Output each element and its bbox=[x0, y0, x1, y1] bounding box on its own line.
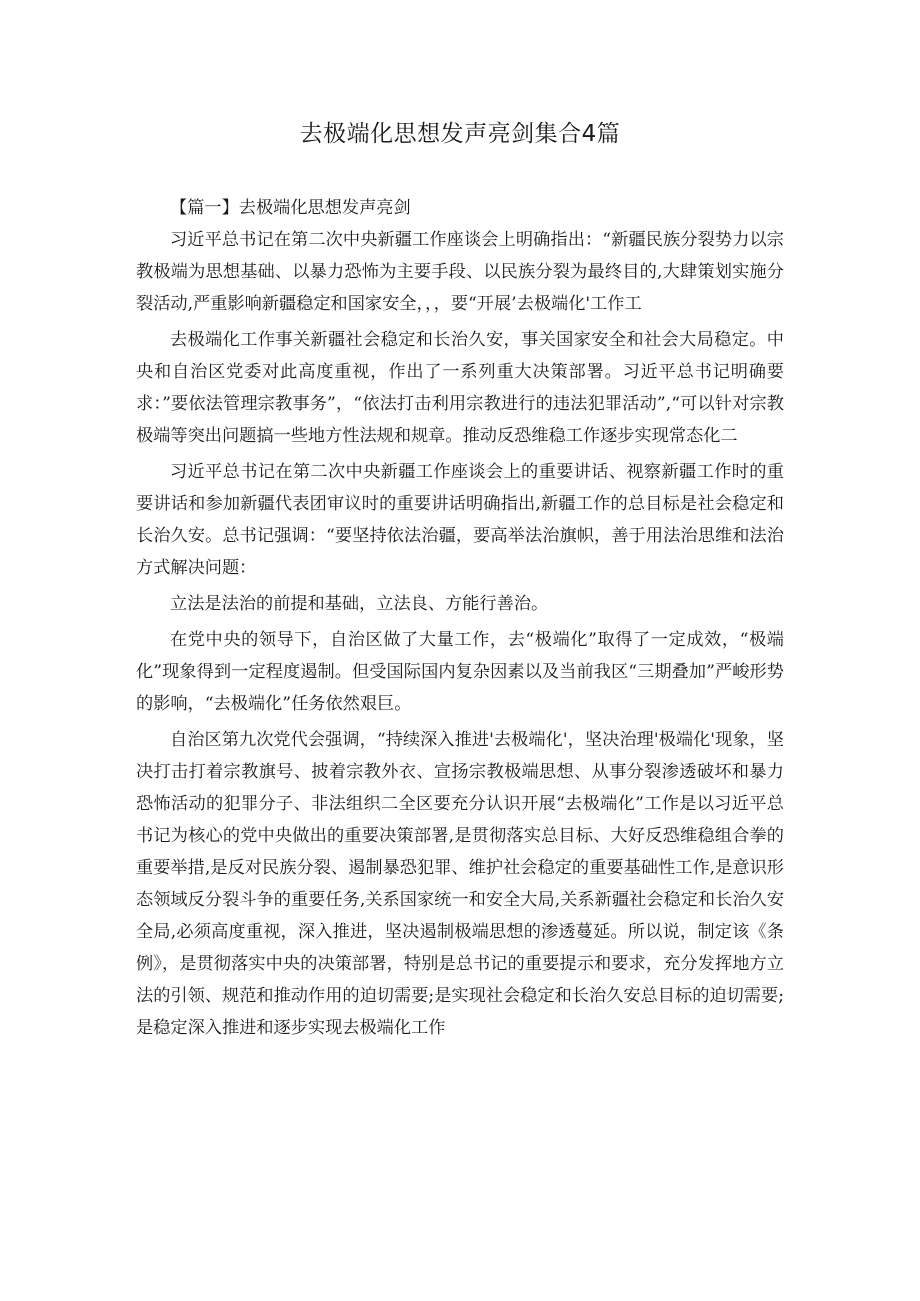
section-heading: 【篇一】去极端化思想发声亮剑 bbox=[170, 198, 411, 218]
document-title: 去极端化思想发声亮剑集合4篇 bbox=[299, 121, 621, 147]
paragraph-4: 立法是法治的前提和基础，立法良、方能行善治。 bbox=[170, 594, 549, 614]
paragraph-2: 去极端化工作事关新疆社会稳定和长治久安，事关国家安全和社会大局稳定。中央和自治区党委对此高度重视，作出了一系列重大决策部署。习近平总书记明确要求：”要依法管理宗教事务”，“依法打击利用宗教进行的违法犯罪活动”,“可以针对宗教极端等突出问题搞一些地方性法规和规章。推动反恐维稳工作逐步实现常态化二 bbox=[136, 330, 784, 446]
paragraph-1: 习近平总书记在第二次中央新疆工作座谈会上明确指出：“新疆民族分裂势力以宗教极端为思想基础、以暴力恐怖为主要手段、以民族分裂为最终目的,大肆策划实施分裂活动,严重影响新疆稳定和国家安全，，，要“开展’去极端化'工作工 bbox=[136, 230, 784, 314]
paragraph-3: 习近平总书记在第二次中央新疆工作座谈会上的重要讲话、视察新疆工作时的重要讲话和参加新疆代表团审议时的重要讲话明确指出,新疆工作的总目标是社会稳定和长治久安。总书记强调：“要坚持依法治疆，要高举法治旗帜，善于用法治思维和法治方式解决问题： bbox=[136, 462, 784, 578]
paragraph-5: 在党中央的领导下，自治区做了大量工作，去“极端化”取得了一定成效，“极端化”现象得到一定程度遏制。但受国际国内复杂因素以及当前我区“三期叠加”严峻形势的影响，“去极端化”任务依然艰巨。 bbox=[136, 630, 784, 714]
paragraph-6: 自治区第九次党代会强调，“持续深入推进'去极端化'，坚决治理'极端化'现象，坚决打击打着宗教旗号、披着宗教外衣、宣扬宗教极端思想、从事分裂渗透破坏和暴力恐怖活动的犯罪分子、非法组织二全区要充分认识开展“去极端化”工作是以习近平总书记为核心的党中央做出的重要决策部署,是贯彻落实总目标、大好反恐维稳组合拳的重要举措,是反对民族分裂、遏制暴恐犯罪、维护社会稳定的重要基础性工作,是意识形态领域反分裂斗争的重要任务,关系国家统一和安全大局,关系新疆社会稳定和长治久安全局,必须高度重视，深入推进，坚决遏制极端思想的渗透蔓延。所以说，制定该《条例》，是贯彻落实中央的决策部署，特别是总书记的重要提示和要求，充分发挥地方立法的引领、规范和推动作用的迫切需要;是实现社会稳定和长治久安总目标的迫切需要;是稳定深入推进和逐步实现去极端化工作 bbox=[136, 730, 784, 1038]
